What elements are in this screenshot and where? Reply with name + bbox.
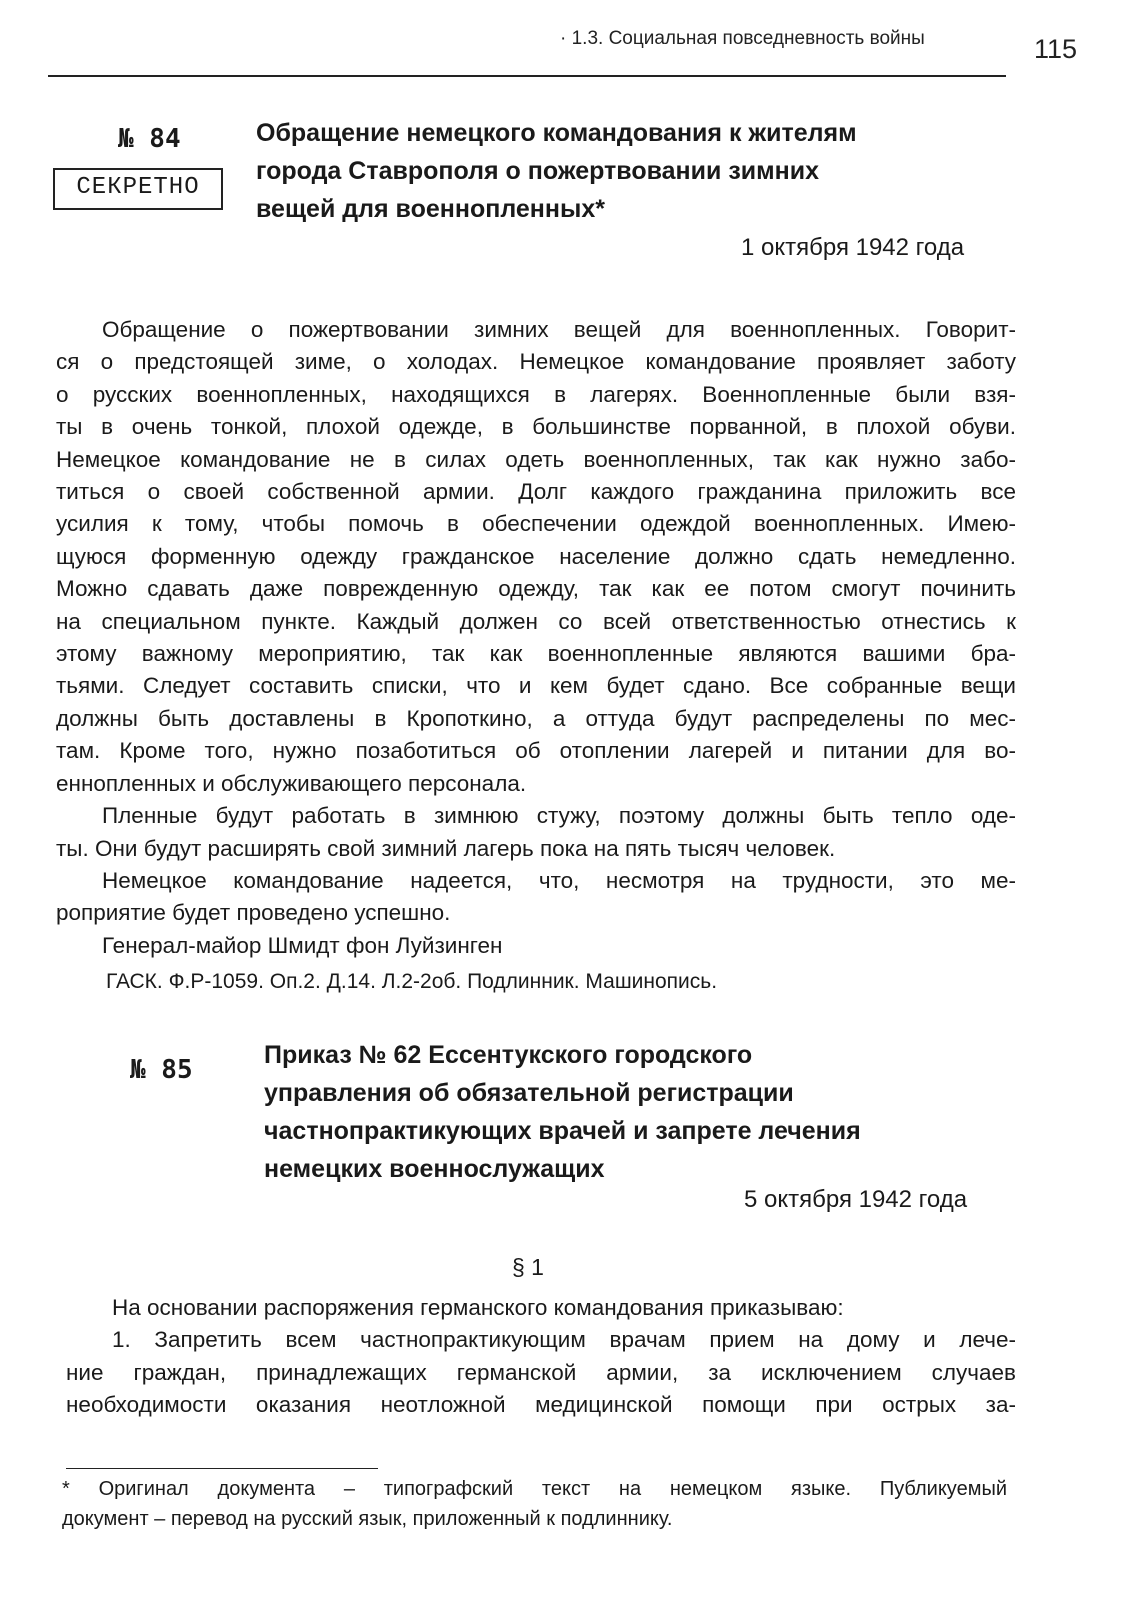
signature: Генерал-майор Шмидт фон Луйзинген xyxy=(102,932,503,958)
document-date: 5 октября 1942 года xyxy=(744,1186,968,1213)
footnote-divider xyxy=(66,1468,378,1469)
body-line: еннопленных и обслуживающего персонала. xyxy=(56,770,527,796)
title-line: немецких военнослужащих xyxy=(264,1155,605,1183)
body-line: титься о своей собственной армии. Долг каждого гражданина приложить все xyxy=(56,479,1016,505)
title-line: города Ставрополя о пожертвовании зимних xyxy=(256,157,820,185)
title-line: вещей для военнопленных* xyxy=(256,195,605,223)
body-line: этому важному мероприятию, так как военнопленные являются вашими бра- xyxy=(56,641,1016,667)
footnote-line: документ – перевод на русский язык, приложенный к подлиннику. xyxy=(62,1508,673,1530)
body-line: там. Кроме того, нужно позаботиться об отоплении лагерей и питании для во- xyxy=(56,738,1016,764)
body-line: На основании распоряжения германского командования приказываю: xyxy=(112,1295,844,1320)
footnote xyxy=(62,1474,1007,1534)
secret-stamp: СЕКРЕТНО xyxy=(53,168,223,210)
body-line: ние граждан, принадлежащих германской армии, за исключением случаев xyxy=(66,1359,1016,1385)
section-mark: § 1 xyxy=(512,1254,544,1280)
body-line: ты в очень тонкой, плохой одежде, в большинстве порванной, в плохой обуви. xyxy=(56,414,1016,440)
title-line: Обращение немецкого командования к жителям xyxy=(256,119,857,147)
document-body xyxy=(66,1292,1016,1422)
title-line: управления об обязательной регистрации xyxy=(264,1079,794,1107)
title-line: Приказ № 62 Ессентукского городского xyxy=(264,1041,753,1069)
body-line: роприятие будет проведено успешно. xyxy=(56,900,451,926)
body-line: тьями. Следует составить списки, что и кем будет сдано. Все собранные вещи xyxy=(56,673,1016,699)
title-line: частнопрактикующих врачей и запрете лечения xyxy=(264,1117,861,1145)
body-line: о русских военнопленных, находящихся в лагерях. Военнопленные были взя- xyxy=(56,381,1016,407)
body-line: Можно сдавать даже поврежденную одежду, так как ее потом смогут починить xyxy=(56,576,1016,602)
body-line: Немецкое командование не в силах одеть военнопленных, так как нужно забо- xyxy=(56,446,1016,472)
document-title xyxy=(264,1036,861,1188)
document-number: № 85 xyxy=(130,1055,193,1085)
document-title xyxy=(256,114,857,228)
running-header: · 1.3. Социальная повседневность войны xyxy=(560,28,925,49)
body-line: 1. Запретить всем частнопрактикующим врачам прием на дому и лече- xyxy=(112,1327,1016,1353)
body-line: Пленные будут работать в зимнюю стужу, поэтому должны быть тепло оде- xyxy=(102,803,1016,829)
body-line: должны быть доставлены в Кропоткино, а оттуда будут распределены по мес- xyxy=(56,705,1016,731)
body-line: щуюся форменную одежду гражданское население должно сдать немедленно. xyxy=(56,543,1016,569)
body-line: необходимости оказания неотложной медицинской помощи при острых за- xyxy=(66,1392,1016,1418)
body-line: Немецкое командование надеется, что, несмотря на трудности, это ме- xyxy=(102,867,1016,893)
archive-source: ГАСК. Ф.Р-1059. Оп.2. Д.14. Л.2-2об. Подлинник. Машинопись. xyxy=(106,970,718,993)
header-divider xyxy=(48,75,1006,77)
body-line: на специальном пункте. Каждый должен со всей ответственностью отнестись к xyxy=(56,608,1016,634)
body-line: усилия к тому, чтобы помочь в обеспечении одеждой военнопленных. Имею- xyxy=(56,511,1016,537)
body-line: ся о предстоящей зиме, о холодах. Немецкое командование проявляет заботу xyxy=(56,349,1016,375)
body-line: ты. Они будут расширять свой зимний лагерь пока на пять тысяч человек. xyxy=(56,835,836,861)
document-number: № 84 xyxy=(118,124,181,154)
document-body xyxy=(56,314,1016,962)
body-line: Обращение о пожертвовании зимних вещей для военнопленных. Говорит- xyxy=(102,317,1016,342)
document-date: 1 октября 1942 года xyxy=(741,234,965,261)
footnote-line: * Оригинал документа – типографский текст на немецком языке. Публикуемый xyxy=(62,1478,1007,1500)
page-number: 115 xyxy=(1034,34,1078,64)
